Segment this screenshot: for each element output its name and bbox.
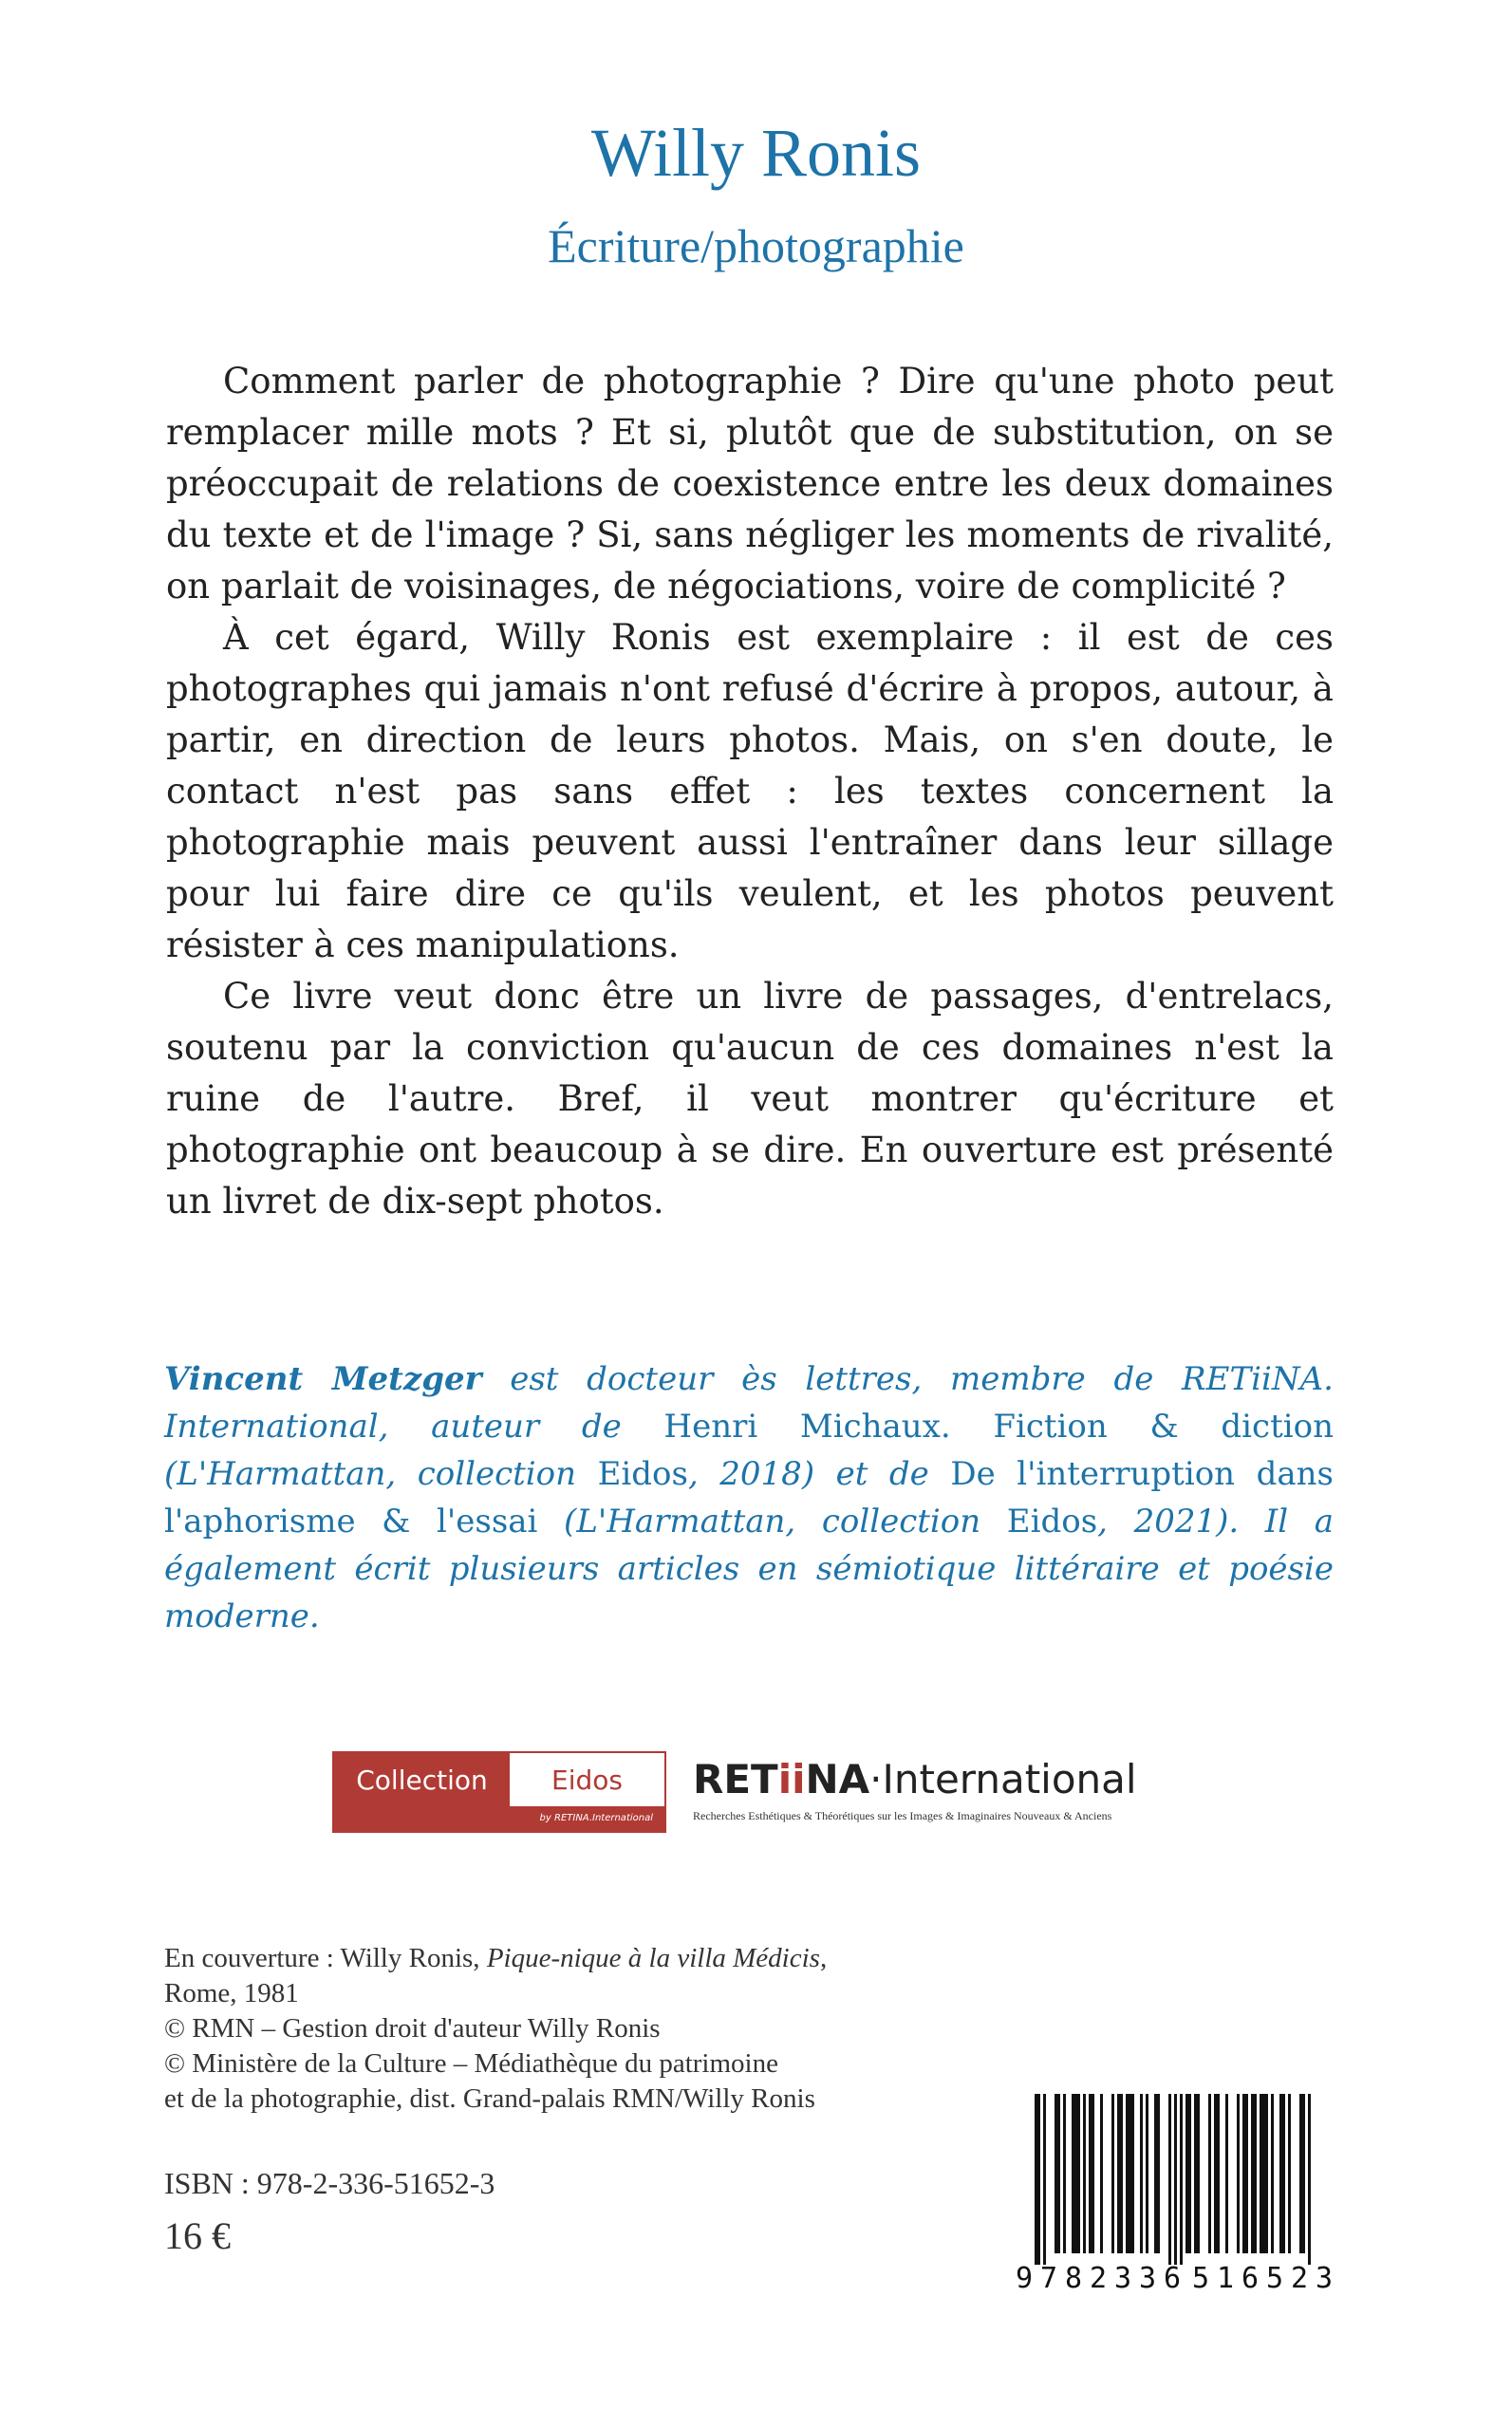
collection-byline: by RETINA.International xyxy=(334,1806,664,1831)
retina-part-c: NA xyxy=(805,1756,870,1802)
author-name: Vincent Metzger xyxy=(164,1360,482,1398)
collection-label: Collection xyxy=(334,1753,510,1806)
price: 16 € xyxy=(164,2214,231,2257)
barcode-bar xyxy=(1111,2094,1114,2253)
barcode-digits-right: 516523 xyxy=(1192,2262,1333,2295)
barcode-bar xyxy=(1089,2094,1094,2253)
barcode-bar xyxy=(1140,2094,1143,2253)
book-subtitle: Écriture/photographie xyxy=(548,219,964,272)
barcode-bar xyxy=(1100,2094,1103,2253)
credit-work-title: Pique-nique à la villa Médicis xyxy=(486,1943,820,1973)
barcode-bar xyxy=(1117,2094,1123,2253)
credit-line-3: © RMN – Gestion droit d'auteur Willy Ronis xyxy=(164,2013,661,2044)
bio-text-3: , 2018) et de xyxy=(687,1455,951,1493)
barcode-bar xyxy=(1154,2094,1160,2253)
bio-text-4: (L'Harmattan, collection xyxy=(537,1503,1007,1541)
collection-eidos-logo xyxy=(332,1751,666,1833)
barcode xyxy=(1012,2088,1346,2295)
barcode-bar xyxy=(1126,2094,1134,2253)
bio-text-2: (L'Harmattan, collection xyxy=(164,1455,598,1493)
bio-collection-1: Eidos xyxy=(597,1455,688,1493)
barcode-bar xyxy=(1180,2094,1183,2265)
barcode-bar xyxy=(1237,2094,1240,2253)
barcode-bar xyxy=(1214,2094,1220,2253)
retina-part-a: RET xyxy=(693,1756,778,1802)
bio-collection-2: Eidos xyxy=(1006,1503,1098,1541)
barcode-bar xyxy=(1194,2094,1200,2253)
barcode-bar xyxy=(1146,2094,1148,2253)
barcode-bar xyxy=(1279,2094,1285,2253)
barcode-digits-left: 782336 xyxy=(1040,2262,1181,2295)
barcode-bar xyxy=(1185,2094,1191,2253)
bio-text-5: , 2021). Il a également écrit plusieurs articles en sémiotique littéraire et poésie moderne. xyxy=(164,1503,1334,1635)
barcode-bar xyxy=(1174,2094,1177,2265)
barcode-bar xyxy=(1063,2094,1066,2253)
credit-prefix: En couverture : Willy Ronis, xyxy=(164,1943,487,1973)
book-title: Willy Ronis xyxy=(590,115,922,191)
barcode-bar xyxy=(1251,2094,1257,2253)
back-cover-summary xyxy=(166,356,1334,1227)
author-bio xyxy=(164,1355,1334,1640)
barcode-bar xyxy=(1225,2094,1228,2253)
retina-international-logo xyxy=(693,1751,1186,1823)
barcode-bar xyxy=(1055,2094,1060,2253)
credit-suffix: , xyxy=(819,1943,828,1973)
retina-part-d: ·International xyxy=(869,1756,1137,1802)
credit-line-2: Rome, 1981 xyxy=(164,1978,299,2008)
barcode-bar xyxy=(1299,2094,1305,2253)
credit-line-5: et de la photographie, dist. Grand-palais RMN/Willy Ronis xyxy=(164,2083,815,2114)
barcode-bar xyxy=(1260,2094,1268,2253)
credit-line-1 xyxy=(164,1941,1018,1976)
barcode-bar xyxy=(1035,2094,1040,2265)
bio-book-2: De l'interruption dans l'aphorisme & l'essai xyxy=(164,1455,1334,1541)
barcode-bar xyxy=(1288,2094,1291,2253)
barcode-bar xyxy=(1072,2094,1080,2253)
retina-tagline: Recherches Esthétiques & Théorétiques sur les Images & Imaginaires Nouveaux & Anciens xyxy=(693,1809,1112,1822)
retina-part-b: ii xyxy=(777,1756,806,1802)
publisher-logos xyxy=(332,1751,1186,1846)
summary-paragraph-2: À cet égard, Willy Ronis est exemplaire : il est de ces photographes qui jamais n'ont refusé d'écrire à propos, autour, à partir, en direction de leurs photos. Mais, on s'en doute, le contact n'est pas sans effet : les textes concernent la photographie mais peuvent aussi l'entraîner dans leur sillage pour lui faire dire ce qu'ils veulent, et les photos peuvent résister à ces manipulations. xyxy=(166,617,1334,965)
retina-wordmark xyxy=(693,1751,1186,1808)
summary-paragraph-3: Ce livre veut donc être un livre de passages, d'entrelacs, soutenu par la conviction qu'aucun de ces domaines n'est la ruine de l'autre. Bref, il veut montrer qu'écriture et photographie ont beaucoup à se dire. En ouverture est présenté un livret de dix-sept photos. xyxy=(166,976,1334,1222)
barcode-bar xyxy=(1208,2094,1211,2253)
collection-name: Eidos xyxy=(510,1753,664,1806)
summary-paragraph-1: Comment parler de photographie ? Dire qu'une photo peut remplacer mille mots ? Et si, plutôt que de substitution, on se préoccupait de relations de coexistence entre les deux domaines du texte et de l'image ? Si, sans négliger les moments de rivalité, on parlait de voisinages, de négociations, voire de complicité ? xyxy=(166,361,1334,607)
barcode-bar xyxy=(1308,2094,1311,2265)
cover-credits xyxy=(164,1941,1018,2117)
bio-text-1: est docteur ès lettres, membre de RETiiNA. International, auteur de xyxy=(164,1360,1334,1446)
barcode-bar xyxy=(1083,2094,1086,2253)
barcode-bar xyxy=(1168,2094,1171,2265)
isbn: ISBN : 978-2-336-51652-3 xyxy=(164,2166,495,2200)
barcode-bar xyxy=(1043,2094,1046,2265)
barcode-bar xyxy=(1242,2094,1248,2253)
bio-book-1: Henri Michaux. Fiction & diction xyxy=(663,1408,1334,1446)
barcode-digit-first: 9 xyxy=(1016,2262,1034,2295)
barcode-bar xyxy=(1271,2094,1274,2253)
credit-line-4: © Ministère de la Culture – Médiathèque du patrimoine xyxy=(164,2048,778,2079)
barcode-graphic xyxy=(1012,2088,1346,2295)
